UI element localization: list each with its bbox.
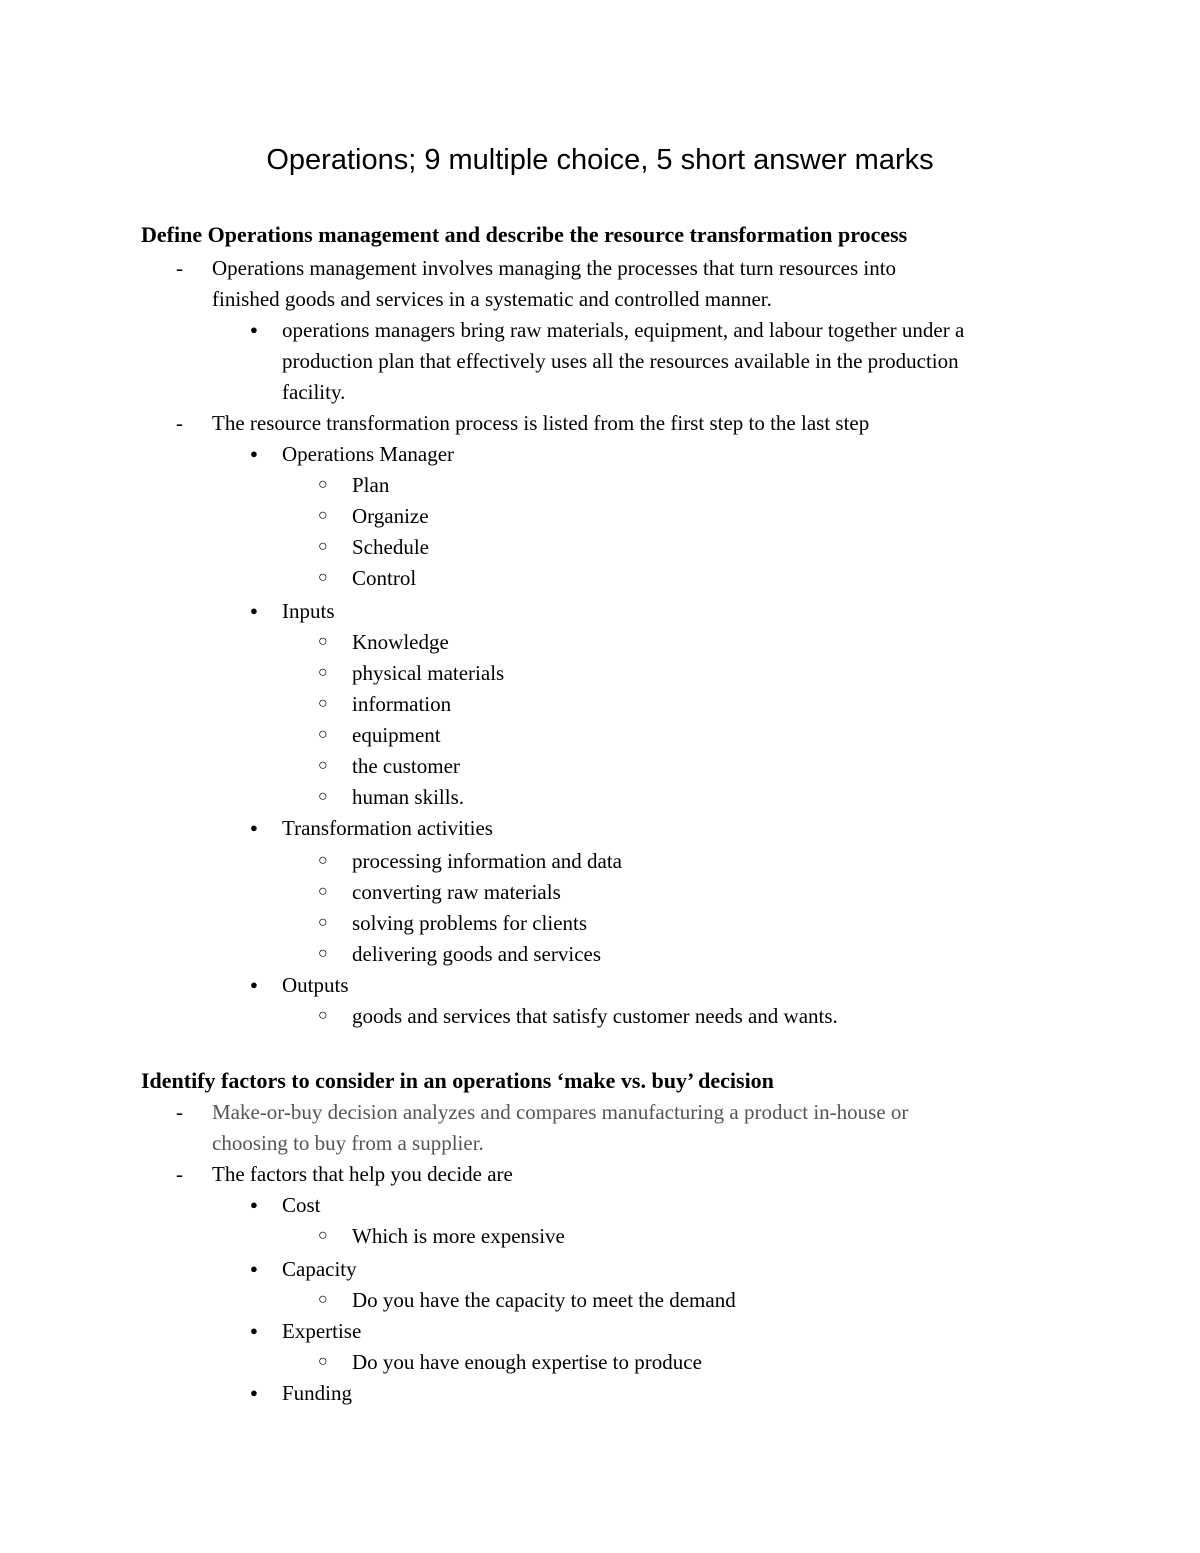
list-item-capacity: Capacity	[282, 1257, 357, 1281]
list-item-operations-manager: Operations Manager	[282, 442, 455, 466]
dash-marker: -	[176, 1100, 183, 1124]
list-item: human skills.	[352, 785, 465, 809]
list-item: the customer	[352, 754, 460, 778]
circle-marker: ○	[318, 695, 328, 712]
bullet-marker: ●	[250, 446, 258, 461]
list-item: processing information and data	[352, 849, 623, 873]
list-item: physical materials	[352, 661, 505, 685]
list-item: Which is more expensive	[352, 1224, 565, 1248]
bullet-marker: ●	[250, 820, 258, 835]
list-item: Make-or-buy decision analyzes and compares manufacturing a product in-house or	[212, 1100, 909, 1124]
list-item: The resource transformation process is listed from the first step to the last step	[212, 411, 870, 435]
list-item-continuation: facility.	[282, 380, 346, 404]
list-item: Schedule	[352, 535, 429, 559]
section-heading-make-vs-buy: Identify factors to consider in an operations ‘make vs. buy’ decision	[141, 1068, 774, 1093]
circle-marker: ○	[318, 476, 328, 493]
circle-marker: ○	[318, 852, 328, 869]
list-item: delivering goods and services	[352, 942, 602, 966]
circle-marker: ○	[318, 1007, 328, 1024]
list-item: The factors that help you decide are	[212, 1162, 513, 1186]
circle-marker: ○	[318, 883, 328, 900]
circle-marker: ○	[318, 1291, 328, 1308]
list-item-inputs: Inputs	[282, 599, 335, 623]
circle-marker: ○	[318, 1227, 328, 1244]
bullet-marker: ●	[250, 1261, 258, 1276]
circle-marker: ○	[318, 507, 328, 524]
circle-marker: ○	[318, 757, 328, 774]
list-item-continuation: finished goods and services in a systematic and controlled manner.	[212, 287, 772, 311]
list-item: equipment	[352, 723, 441, 747]
list-item-expertise: Expertise	[282, 1319, 362, 1343]
list-item-outputs: Outputs	[282, 973, 349, 997]
circle-marker: ○	[318, 664, 328, 681]
bullet-marker: ●	[250, 977, 258, 992]
circle-marker: ○	[318, 1353, 328, 1370]
bullet-marker: ●	[250, 322, 258, 337]
bullet-marker: ●	[250, 1197, 258, 1212]
list-item-continuation: choosing to buy from a supplier.	[212, 1131, 484, 1155]
bullet-marker: ●	[250, 1385, 258, 1400]
list-item-funding: Funding	[282, 1381, 353, 1405]
list-item-cost: Cost	[282, 1193, 321, 1217]
circle-marker: ○	[318, 788, 328, 805]
circle-marker: ○	[318, 945, 328, 962]
list-item: Operations management involves managing the processes that turn resources into	[212, 256, 897, 280]
list-item: goods and services that satisfy customer needs and wants.	[352, 1004, 838, 1028]
list-item: Do you have the capacity to meet the demand	[352, 1288, 736, 1312]
list-item: Plan	[352, 473, 390, 497]
list-item: solving problems for clients	[352, 911, 588, 935]
list-item: information	[352, 692, 452, 716]
page-title: Operations; 9 multiple choice, 5 short answer marks	[266, 144, 934, 176]
dash-marker: -	[176, 411, 183, 435]
circle-marker: ○	[318, 538, 328, 555]
circle-marker: ○	[318, 726, 328, 743]
list-item: Knowledge	[352, 630, 449, 654]
circle-marker: ○	[318, 914, 328, 931]
list-item: Organize	[352, 504, 429, 528]
list-item: Do you have enough expertise to produce	[352, 1350, 702, 1374]
dash-marker: -	[176, 1162, 183, 1186]
circle-marker: ○	[318, 633, 328, 650]
list-item: Control	[352, 566, 417, 590]
circle-marker: ○	[318, 569, 328, 586]
list-item: converting raw materials	[352, 880, 561, 904]
bullet-marker: ●	[250, 603, 258, 618]
list-item-continuation: production plan that effectively uses all the resources available in the production	[282, 349, 959, 373]
list-item-transformation-activities: Transformation activities	[282, 816, 493, 840]
list-item: operations managers bring raw materials, equipment, and labour together under a	[282, 318, 965, 342]
dash-marker: -	[176, 256, 183, 280]
bullet-marker: ●	[250, 1323, 258, 1338]
section-heading-operations-management: Define Operations management and describe the resource transformation process	[141, 222, 908, 247]
